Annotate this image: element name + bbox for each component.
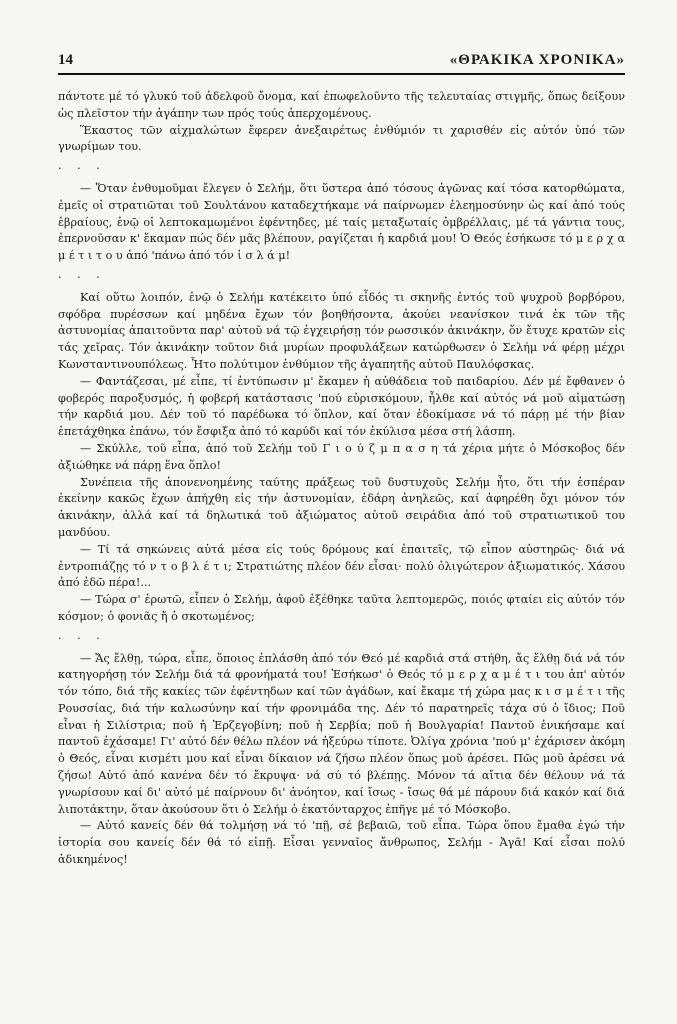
paragraph: Καί οὕτω λοιπόν, ἐνῷ ὁ Σελήμ κατέκειτο ὑπό εἶδός τι σκηνῆς ἐντός τοῦ ψυχροῦ βορβόρου, σφόδρα πυρέσσων καί μηδένα ἔχων τόν βοηθήσοντα, ἀκούει νεανίσκον τινά ἐκ τῶν τῆς ἀστυνομίας ἀπαιτοῦντα παρ' αὐτοῦ νά τῷ ἐγχειρήσῃ τόν ρωσσικόν ἀκινάκην, ὅν ἔτυχε κρατῶν εἰς τάς χεῖρας. Τόν ἀκινάκην τοῦτον διά μυρίων προφυλάξεων κατώρθωσεν ὁ Σελήμ νά φέρῃ μέχρι Κωνσταντινουπόλεως. Ἦτο πολύτιμον ἐνθύμιον τῆς ἀγαπητῆς αὐτοῦ Παυλόφσκας. [58, 290, 625, 371]
page-header [58, 52, 625, 75]
section-break-dots: . . . [58, 628, 106, 642]
paragraph: πάντοτε μέ τό γλυκύ τοῦ ἀδελφοῦ ὄνομα, καί ἐπωφελοῦντο τῆς τελευταίας στιγμῆς, ὅπως δείξουν ὡς πλεῖστον τήν ἀγάπην των πρός τούς ἀπερχομένους. [58, 90, 625, 120]
paragraph: — Ὅταν ἐνθυμοῦμαι ἔλεγεν ὁ Σελήμ, ὅτι ὕστερα ἀπό τόσους ἀγῶνας καί τόσα κατορθώματα, ἐμεῖς οἱ στρατιῶται τοῦ Σουλτάνου καταδεχτήκαμε νά παίρνωμεν ἐλεημοσύνην ὡς καί ἀπό τούς ἑβραίους, ἐνῷ οἱ λεπτοκαμωμένοι ἐφέντηδες, μέ ταίς μεταξωταίς ὀμβρέλλαις, μέ τά γάντια τους, ἐπερνοῦσαν κ' ἔκαμαν πώς δέν μᾶς βλέπουν, ραγίζεται ἡ καρδιά μου! Ὁ Θεός ἐσήκωσε τό μ ε ρ χ α μ έ τ ι τ ο υ ἀπό 'πάνω ἀπό τόν ἰ σ λ ά μ! [58, 181, 625, 263]
section-break-dots: . . . [58, 159, 106, 173]
paragraph: Ἕκαστος τῶν αἰχμαλώτων ἔφερεν ἀνεξαιρέτως ἐνθύμιόν τι χαρισθέν εἰς αὐτόν ὑπό τῶν γνωρίμων του. [58, 123, 625, 154]
paragraph: — Αὐτό κανείς δέν θά τολμήσῃ νά τό 'πῇ, σέ βεβαιῶ, τοῦ εἶπα. Τώρα ὅπου ἔμαθα ἐγώ τήν ἱστορία σου κανείς δέν θά τό εἰπῇ. Εἶσαι γενναῖος ἄνθρωπος, Σελήμ - Ἀγᾶ! Καί εἶσαι πολύ ἀδικημένος! [58, 819, 625, 867]
paragraph: — Τί τά σηκώνεις αὐτά μέσα εἰς τούς δρόμους καί ἐπαιτεῖς, τῷ εἶπον αὐστηρῶς· διά νά ἐντροπιάζῃς τό ν τ ο β λ έ τ ι; Στρατιώτης πλέον δέν εἶσαι· πολύ ὀλιγώτερον ἀξιωματικός. Χάσου ἀπό ἐδῶ πέρα!... [58, 542, 625, 590]
paragraph: — Ἄς ἔλθῃ, τώρα, εἶπε, ὅποιος ἐπλάσθη ἀπό τόν Θεό μέ καρδιά στά στήθη, ἄς ἔλθῃ διά νά τόν κατηγορήσῃ τόν Σελήμ διά τά φρονήματά του! Ἐσήκωσ' ὁ Θεός τό μ ε ρ χ α μ έ τ ι του ἀπ' αὐτόν τόν τόπο, διά τῆς κακίες τῶν ἐφέντηδων καί τῶν ἀγάδων, καί ἔκαμε τή χώρα μας κ ι σ μ έ τ ι τῆς Ρουσσίας, διά τήν καλωσύνην καί τήν φρονιμάδα της. Δέν τό παρατηρεῖς τάχα σύ ὁ ἴδιος; Ποῦ εἶναι ἡ Σιλίστρια; ποῦ ἡ Ἐρζεγοβίνη; ποῦ ἡ Σερβία; ποῦ ἡ Βουλγαρία! Παντοῦ ἐνικήσαμε καί παντοῦ ἐχάσαμε! Γι' αὐτό δέν θέλω πλέον νά ἠξεύρω τίποτε. Ὀλίγα χρόνια 'πού μ' ἐχάρισεν ἀκόμη ὁ Θεός, εἶναι κισμέτι μου καί εἶναι δίκαιον νά ζήσω πλέον ὅπως μοῦ ἀρέσει. Πῶς μοῦ ἀρέσει νά ζήσω! Αὐτό ἀπό κανένα δέν τό ἔκρυψα· νά σύ τό βλέπῃς. Μόνον τά αἴτια δέν θέλουν νά τά γνωρίσουν καί δι' αὐτό μέ παίρνουν δι' ἀνόητον, καί ἴσως - ἴσως θά μέ πάρουν διά κακόν καί διά λιποτάκτην, ὅταν ἀκούσουν ὅτι ὁ Σελήμ ὁ ἑκατόνταρχος ἐπῆγε μέ τό Μόσκοβο. [58, 651, 625, 816]
paragraph: — Σκύλλε, τοῦ εἶπα, ἀπό τοῦ Σελήμ τοῦ Γ ι ο ύ ζ μ π α σ η τά χέρια μήτε ὁ Μόσκοβος δέν ἀξιώθηκε νά πάρῃ ἕνα ὅπλο! [58, 441, 625, 472]
page-number: 14 [58, 52, 73, 68]
paragraph: — Φαντάζεσαι, μέ εἶπε, τί ἐντύπωσιν μ' ἔκαμεν ἡ αὐθάδεια τοῦ παιδαρίου. Δέν μέ ἔφθανεν ὁ φοβερός παροξυσμός, ἡ φοβερή κατάστασις 'πού εὑρισκόμουν, ἦλθε καί αὐτός νά μοῦ αἱματώσῃ τήν καρδιά μου. Δέν τοῦ τό παρέδωκα τό ὅπλον, καί ὅταν ἐδοκίμασε νά τό πάρῃ μέ τήν βίαν ἐπετάχθηκα ἐπάνω, τόν ἔσφιξα ἀπό τό καρύδι καί τόν ἐκύλισα μέσα στή λάσπη. [58, 374, 625, 439]
paragraph: Συνέπεια τῆς ἀπονενοημένης ταύτης πράξεως τοῦ δυστυχοῦς Σελήμ ἦτο, ὅτι τήν ἑσπέραν ἐκείνην κακῶς ἔχων ἀπήχθη εἰς τήν ἀστυνομίαν, ἐδάρη ἀνηλεῶς, καί ἀφηρέθη ὄχι μόνον τόν ἀκινάκην, ἀλλά καί τά δηλωτικά τοῦ ἀξιώματος αὐτοῦ σειράδια ἀπό τοῦ στρατιωτικοῦ του μανδύου. [58, 475, 625, 539]
article-body [58, 89, 625, 869]
journal-title: «ΘΡΑΚΙΚΑ ΧΡΟΝΙΚΑ» [449, 52, 625, 68]
section-break-dots: . . . [58, 267, 106, 281]
paragraph: — Τώρα σ' ἐρωτῶ, εἶπεν ὁ Σελήμ, ἀφοῦ ἐξέθηκε ταῦτα λεπτομερῶς, ποιός φταίει εἰς αὐτόν τόν κόσμον; ὁ φονιᾶς ἤ ὁ σκοτωμένος; [58, 593, 625, 623]
